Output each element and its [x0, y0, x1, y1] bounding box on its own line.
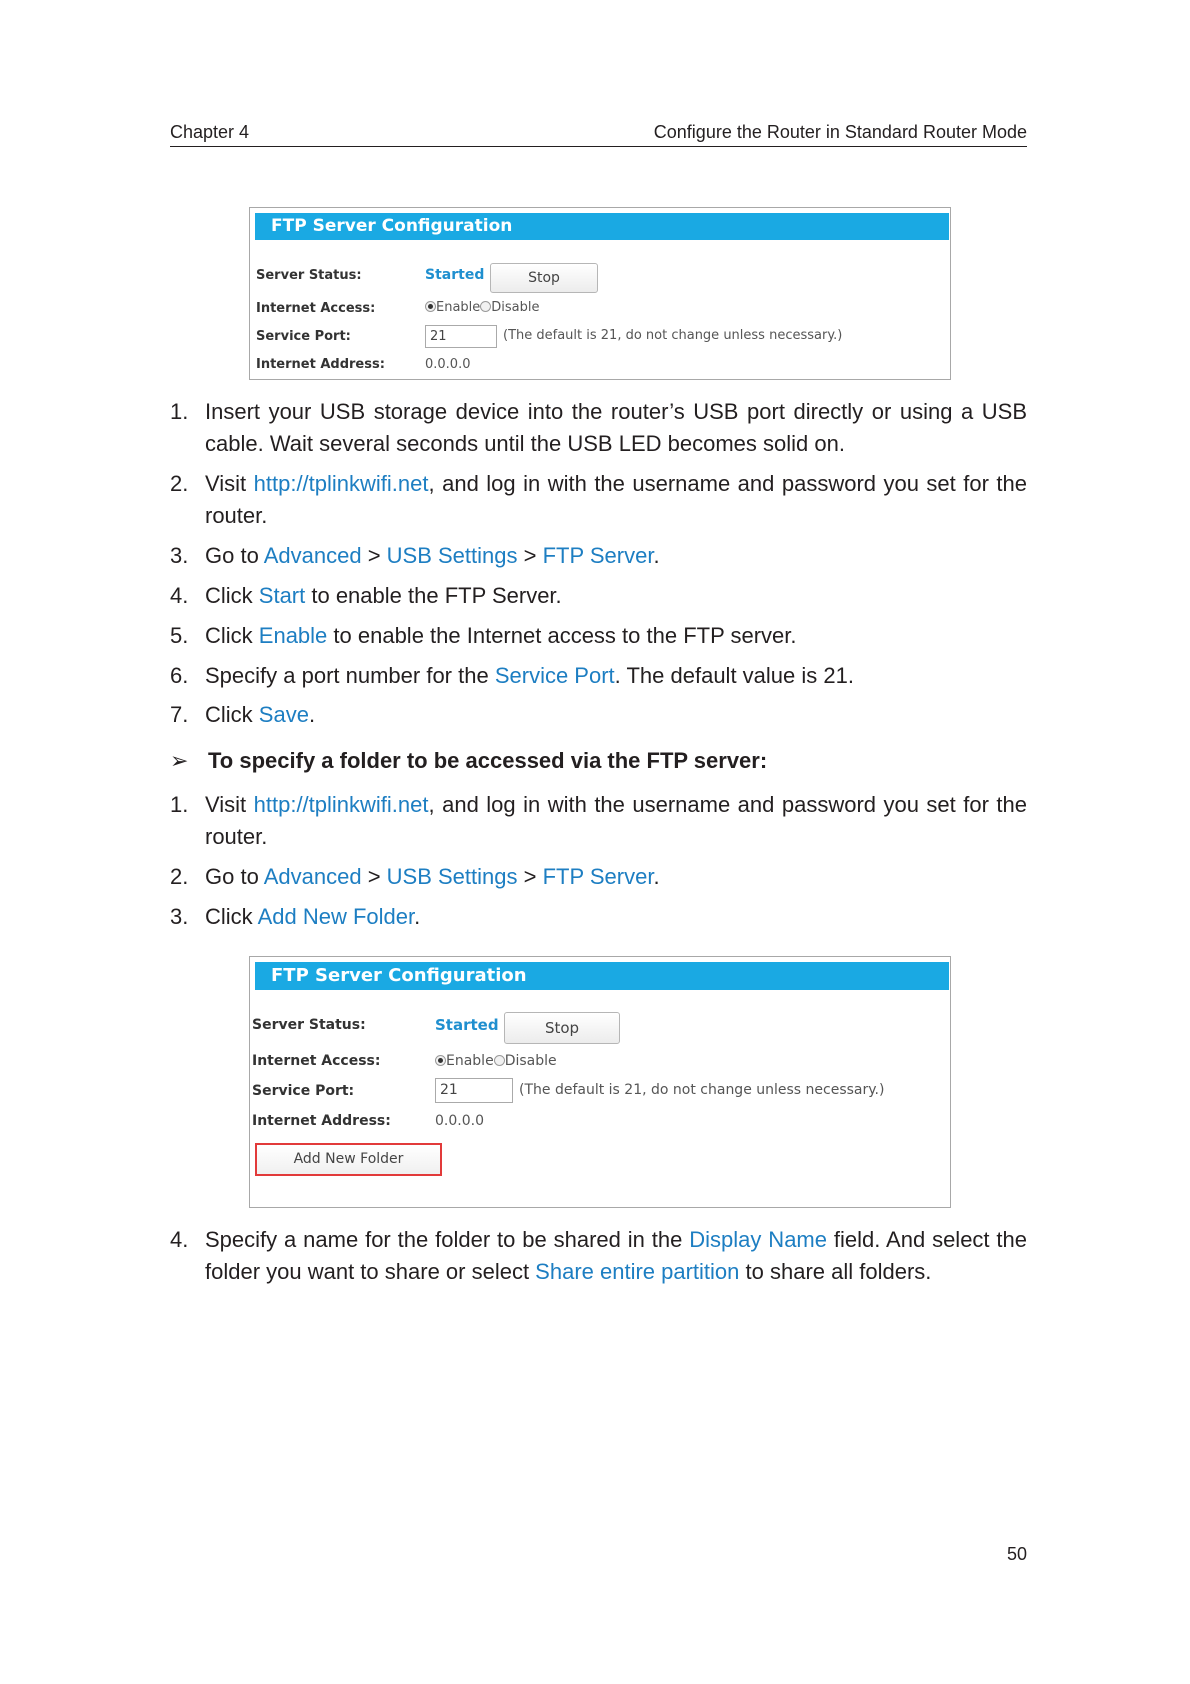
step-number: 4. — [170, 1227, 189, 1252]
ftp-server-link[interactable]: FTP Server — [542, 543, 654, 568]
page-number: 50 — [1006, 1544, 1027, 1564]
add-new-folder-button[interactable]: Add New Folder — [255, 1143, 442, 1176]
internet-address-label: Internet Address: — [256, 357, 385, 372]
display-name-link[interactable]: Display Name — [689, 1227, 827, 1252]
service-port-input[interactable]: 21 — [425, 325, 497, 348]
step2-3 — [170, 901, 1027, 933]
ftp-server-link[interactable]: FTP Server — [542, 864, 654, 889]
disable-radio[interactable] — [494, 1055, 505, 1066]
step-number: 4. — [170, 583, 189, 608]
internet-access-label: Internet Access: — [252, 1053, 381, 1069]
step-1 — [170, 396, 1027, 460]
enable-label: Enable — [436, 300, 481, 315]
step-number: 1. — [170, 792, 189, 817]
step-2 — [170, 468, 1027, 532]
server-status-label: Server Status: — [252, 1017, 366, 1033]
save-link[interactable]: Save — [258, 702, 309, 727]
panel-title: FTP Server Configuration — [255, 213, 949, 240]
ftp-config-screenshot-2 — [249, 956, 951, 1208]
step-number: 2. — [170, 471, 189, 496]
internet-access-label: Internet Access: — [256, 301, 376, 316]
step-number: 3. — [170, 543, 189, 568]
advanced-link[interactable]: Advanced — [263, 543, 362, 568]
enable-label: Enable — [446, 1053, 494, 1069]
service-port-hint: (The default is 21, do not change unless necessary.) — [519, 1082, 885, 1098]
server-status-label: Server Status: — [256, 268, 362, 283]
usb-settings-link[interactable]: USB Settings — [386, 543, 518, 568]
subheading — [170, 748, 767, 774]
step2-2 — [170, 861, 1027, 893]
usb-settings-link[interactable]: USB Settings — [386, 864, 518, 889]
internet-address-label: Internet Address: — [252, 1113, 391, 1129]
step-text: Specify a name for the folder to be shared in the Display Name field. And select the folder you want to share or select Share entire partition to share all folders. — [205, 1227, 1028, 1284]
internet-access-options — [435, 1053, 557, 1069]
step-number: 1. — [170, 399, 189, 424]
advanced-link[interactable]: Advanced — [263, 864, 362, 889]
step-number: 7. — [170, 702, 189, 727]
step2-1 — [170, 789, 1027, 853]
step-text: Specify a port number for the Service Port. The default value is 21. — [205, 663, 854, 688]
server-status-value: Started — [435, 1016, 499, 1034]
step-text: Click Enable to enable the Internet access to the FTP server. — [205, 623, 797, 648]
disable-label: Disable — [491, 300, 540, 315]
step-7 — [170, 699, 1027, 731]
page-header — [170, 120, 1027, 147]
ftp-config-screenshot-1 — [249, 207, 951, 380]
enable-radio[interactable] — [425, 301, 436, 312]
stop-button[interactable]: Stop — [490, 263, 598, 293]
subheading-text: To specify a folder to be accessed via the FTP server: — [208, 748, 768, 773]
panel-title: FTP Server Configuration — [255, 962, 949, 990]
service-port-label: Service Port: — [252, 1083, 355, 1099]
step-text: Go to Advanced > USB Settings > FTP Server. — [205, 543, 660, 568]
stop-button[interactable]: Stop — [504, 1012, 620, 1044]
internet-address-value: 0.0.0.0 — [435, 1113, 484, 1129]
step-text: Go to Advanced > USB Settings > FTP Server. — [205, 864, 660, 889]
step-text: Click Start to enable the FTP Server. — [205, 583, 562, 608]
enable-radio[interactable] — [435, 1055, 446, 1066]
chapter-label: Chapter 4 — [170, 122, 250, 142]
start-link[interactable]: Start — [258, 583, 306, 608]
add-new-folder-link[interactable]: Add New Folder — [257, 904, 415, 929]
step-text: Click Save. — [205, 702, 316, 727]
server-status-value: Started — [425, 267, 485, 283]
step-number: 5. — [170, 623, 189, 648]
service-port-input[interactable]: 21 — [435, 1078, 513, 1103]
enable-link[interactable]: Enable — [258, 623, 328, 648]
service-port-label: Service Port: — [256, 329, 351, 344]
step-4 — [170, 580, 1027, 612]
section-title: Configure the Router in Standard Router Mode — [653, 122, 1027, 142]
step-number: 6. — [170, 663, 189, 688]
share-entire-partition-link[interactable]: Share entire partition — [535, 1259, 740, 1284]
step2-4 — [170, 1224, 1027, 1288]
step-text: Visit http://tplinkwifi.net, and log in with the username and password you set for the router. — [205, 792, 1027, 849]
service-port-hint: (The default is 21, do not change unless necessary.) — [503, 328, 843, 343]
arrow-bullet-icon: ➢ — [170, 748, 189, 773]
step-6 — [170, 660, 1027, 692]
step-text: Visit http://tplinkwifi.net, and log in with the username and password you set for the router. — [205, 471, 1027, 528]
internet-address-value: 0.0.0.0 — [425, 357, 471, 372]
disable-radio[interactable] — [480, 301, 491, 312]
step-number: 2. — [170, 864, 189, 889]
step-3 — [170, 540, 1027, 572]
internet-access-options — [425, 300, 540, 315]
tplinkwifi-link[interactable]: http://tplinkwifi.net — [253, 792, 429, 817]
step-text: Click Add New Folder. — [205, 904, 421, 929]
step-5 — [170, 620, 1027, 652]
service-port-link[interactable]: Service Port — [494, 663, 615, 688]
tplinkwifi-link[interactable]: http://tplinkwifi.net — [253, 471, 429, 496]
step-number: 3. — [170, 904, 189, 929]
disable-label: Disable — [504, 1053, 557, 1069]
step-text: Insert your USB storage device into the router’s USB port directly or using a USB cable. Wait several seconds until the USB LED becomes solid on. — [205, 399, 1027, 456]
